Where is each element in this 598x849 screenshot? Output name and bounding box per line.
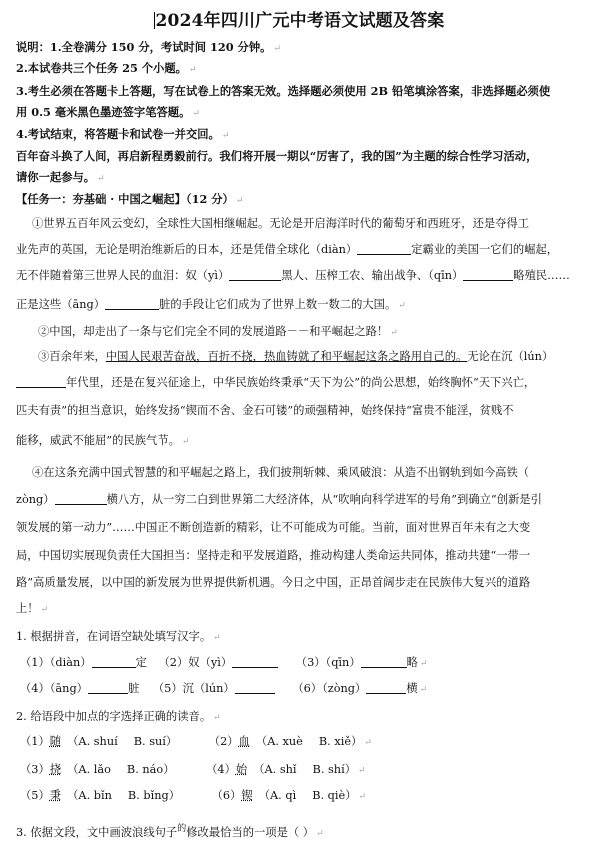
text-cursor: [154, 12, 155, 29]
para3-line-2: 年代里，还是在复兴征途上，中华民族始终秉承“天下为公”的尚公思想，始终胸怀“天下兴亡，: [16, 376, 535, 390]
para2-line: ②中国，却走出了一条与它们完全不同的发展道路－－和平崛起之路！ ↵: [38, 325, 398, 338]
answer-blank[interactable]: [88, 682, 128, 694]
question-2-row-1: （1）随 （A. shuí B. suí） （2）血 （A. xuè B. xiě） ↵: [20, 735, 372, 748]
answer-blank[interactable]: [357, 243, 411, 255]
answer-blank[interactable]: [366, 682, 406, 694]
task-heading: 【任务一：夯基础 · 中国之崛起】（12 分） ↵: [16, 192, 244, 206]
page-title: 2024年四川广元中考语文试题及答案: [155, 11, 445, 31]
intro-line-1: 百年奋斗换了人间，再启新程勇毅前行。我们将开展一期以“厉害了，我的国”为主题的综合性学习活动，: [16, 149, 538, 163]
intro-line-2: 请你一起参与。 ↵: [16, 170, 105, 184]
answer-blank[interactable]: [229, 269, 281, 281]
para4-line-4: 局，中国切实展现负责任大国担当：坚持走和平发展道路，推动构建人类命运共同体，推动共建“一带一: [16, 549, 531, 562]
para4-line-6: 上！ ↵: [16, 602, 49, 615]
para4-line-2: zòng） 横八方，从一穷二白到世界第二大经济体，从“吹响向科学进军的号角”到确立“创新是引: [16, 493, 542, 506]
answer-blank[interactable]: [55, 493, 107, 505]
underlined-sentence: 中国人民艰苦奋战，百折不挠，热血铸就了和平崛起这条之路用自己的。: [105, 350, 468, 363]
question-2-row-2: （3）挠 （A. lǎo B. náo） （4）始 （A. shǐ B. shí） ↵: [20, 763, 366, 776]
answer-blank[interactable]: [232, 656, 278, 668]
instruction-1: 说明：1.全卷满分 150 分，考试时间 120 分钟。 ↵: [16, 40, 281, 54]
para1-line-3: 无不伴随着第三世界人民的血泪：奴（yì） 黑人、压榨工农、输出战争、（qīn） 略殖民……: [16, 269, 570, 282]
answer-blank[interactable]: [361, 656, 407, 668]
instruction-3-cont: 用 0.5 毫米黑色墨迹签字笔答题。 ↵: [16, 105, 200, 119]
answer-blank[interactable]: [463, 269, 513, 281]
instruction-4: 4.考试结束，将答题卡和试卷一并交回。 ↵: [16, 127, 230, 141]
question-1-stem: 1. 根据拼音，在词语空缺处填写汉字。 ↵: [16, 630, 221, 643]
para1-line-2: 业先声的英国，无论是明治维新后的日本，还是凭借全球化（diàn） 定霸业的美国一它们的崛起，: [16, 243, 559, 256]
instruction-3: 3.考生必须在答题卡上答题，写在试卷上的答案无效。选择题必须使用 2B 铅笔填涂答案，非选择题必须使: [16, 84, 551, 98]
instruction-2: 2.本试卷共三个任务 25 个小题。 ↵: [16, 61, 197, 75]
question-1-row-2: （4）（āng） 脏 （5）沉（lún） （6）（zòng） 横 ↵: [20, 682, 428, 695]
answer-blank[interactable]: [92, 656, 136, 668]
para4-line-1: ④在这条充满中国式智慧的和平崛起之路上，我们披荆斩棘、乘风破浪：从造不出钢轨到如今高铁（: [32, 466, 530, 479]
para1-line-1: ①世界五百年风云变幻，全球性大国相继崛起。无论是开启海洋时代的葡萄牙和西班牙，还是夺得工: [32, 217, 530, 230]
answer-blank[interactable]: [105, 298, 159, 310]
question-2-stem: 2. 给语段中加点的字选择正确的读音。 ↵: [16, 710, 221, 723]
para3-line-1: ③百余年来，中国人民艰苦奋战，百折不挠，热血铸就了和平崛起这条之路用自己的。无论在沉（lún）: [38, 350, 554, 363]
para4-line-5: 路”高质量发展，以中国的新发展为世界提供新机遇。今日之中国，正昂首阔步走在民族伟大复兴的道路: [16, 576, 531, 589]
para3-line-3: 匹夫有责”的担当意识，始终发扬“锲而不舍、金石可镂”的顽强精神，始终保持“富贵不能淫，贫贱不: [16, 404, 514, 417]
para3-line-4: 能移，威武不能屈”的民族气节。 ↵: [16, 434, 190, 447]
question-2-row-3: （5）秉 （A. bǐn B. bǐng） （6）锲 （A. qì B. qiè） ↵: [20, 789, 367, 802]
question-3-stem: 3. 依据文段，文中画波浪线句子$^的$修改最恰当的一项是（ ） ↵: [16, 824, 324, 839]
question-1-row-1: （1）（diàn） 定 （2）奴（yì） （3）（qīn） 略 ↵: [20, 656, 428, 669]
para4-line-3: 领发展的第一动力”……中国正不断创造新的精彩，让不可能成为可能。当前，面对世界百年未有之大变: [16, 521, 531, 534]
answer-blank[interactable]: [16, 376, 66, 388]
para1-line-4: 正是这些（āng） 脏的手段让它们成为了世界上数一数二的大国。 ↵: [16, 298, 406, 311]
answer-blank[interactable]: [235, 682, 275, 694]
